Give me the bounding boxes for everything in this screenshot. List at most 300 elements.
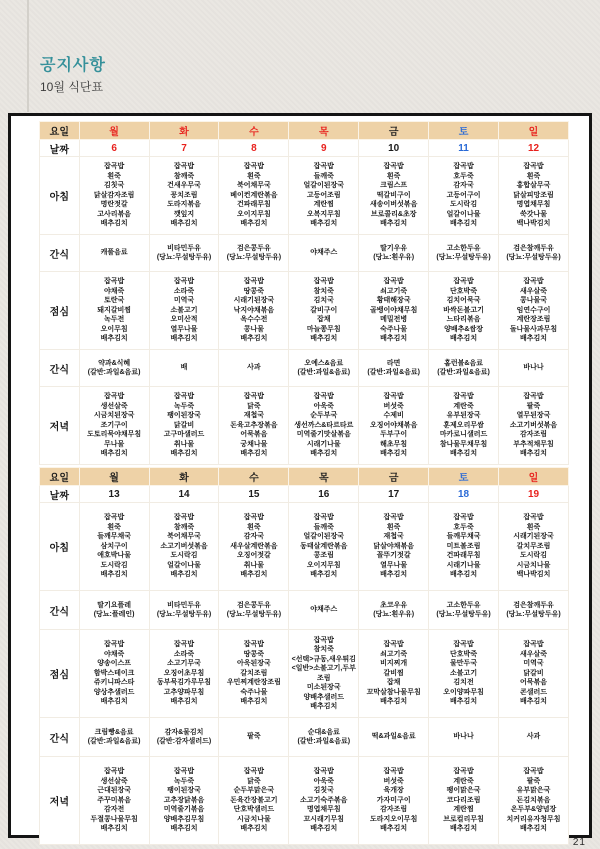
menu-item: 팥죽 xyxy=(247,733,261,741)
menu-cell xyxy=(149,718,219,757)
menu-item: 야채죽 xyxy=(103,650,125,658)
menu-item: 잡곡밥 xyxy=(523,514,544,522)
menu-cell xyxy=(79,157,149,235)
menu-item: (갈반:과일&음료) xyxy=(437,369,490,376)
day-name: 목 xyxy=(289,122,359,140)
date-value: 10 xyxy=(359,140,429,157)
menu-cell xyxy=(79,272,149,350)
menu-item: 배추김치 xyxy=(380,220,408,228)
meal-tables-container xyxy=(39,121,569,845)
menu-item: 부추적채무침 xyxy=(513,440,554,448)
day-name: 금 xyxy=(359,468,429,486)
menu-item: 얼갈이나물 xyxy=(446,210,481,218)
menu-item: 조림 xyxy=(317,674,331,682)
menu-item: 흰죽 xyxy=(107,523,121,531)
menu-item: 닭갈비 xyxy=(523,669,544,677)
menu-item: 계란죽 xyxy=(453,777,474,785)
day-header-row xyxy=(40,468,569,486)
menu-item: 아욱죽 xyxy=(313,777,334,785)
menu-cell xyxy=(359,630,429,718)
day-name: 목 xyxy=(289,468,359,486)
date-value: 19 xyxy=(499,486,569,503)
menu-cell xyxy=(429,718,499,757)
menu-item: 호두죽 xyxy=(453,172,474,180)
menu-item: 유부된장국 xyxy=(446,412,481,420)
menu-item: (당뇨:플레인) xyxy=(93,611,135,618)
date-value: 12 xyxy=(499,140,569,157)
menu-item: 재첩국 xyxy=(383,533,404,541)
menu-cell xyxy=(289,757,359,845)
menu-item: 배추김치 xyxy=(519,335,548,343)
menu-item: 녹두죽 xyxy=(173,777,195,785)
menu-item: 오이지무침 xyxy=(306,561,341,569)
menu-cell xyxy=(149,157,219,235)
menu-cell xyxy=(79,350,149,387)
menu-item: 홍합살무국 xyxy=(516,182,551,190)
menu-cell xyxy=(79,630,149,718)
menu-cell xyxy=(79,591,149,630)
menu-cell xyxy=(219,387,289,465)
menu-item: 녹두죽 xyxy=(173,402,195,410)
menu-item: 배추김치 xyxy=(170,220,198,228)
menu-item: 돈육고추장볶음 xyxy=(230,421,278,429)
date-value: 15 xyxy=(219,486,289,503)
menu-item: 양배추&쌈장 xyxy=(444,325,483,333)
menu-item: 참나물무채무침 xyxy=(439,440,488,448)
menu-item: 잡곡밥 xyxy=(523,641,544,649)
menu-item: 잡곡밥 xyxy=(383,768,404,776)
left-margin-rule xyxy=(27,0,29,112)
menu-item: 팥죽 xyxy=(526,402,541,410)
menu-item: 호두죽 xyxy=(453,523,474,531)
menu-item: 오징어젓갈 xyxy=(236,552,271,560)
day-name: 수 xyxy=(219,122,289,140)
menu-cell xyxy=(149,235,219,272)
menu-item: 근대된장국 xyxy=(97,787,132,795)
menu-item: 잡곡밥 xyxy=(103,768,125,776)
menu-item: 두부구이 xyxy=(380,431,408,439)
menu-item: 궁채나물 xyxy=(240,440,268,448)
menu-item: 흰죽 xyxy=(386,523,401,531)
menu-item: 시래기된장국 xyxy=(233,297,275,305)
menu-item: 시금치된장국 xyxy=(93,412,135,420)
menu-item: 떡&과일&음료 xyxy=(371,733,416,741)
menu-item: 새우살죽 xyxy=(519,287,548,295)
menu-item: 흰죽 xyxy=(386,172,401,180)
menu-cell xyxy=(359,503,429,591)
menu-item: 해초무침 xyxy=(380,440,408,448)
menu-item: 재첩국 xyxy=(243,412,265,420)
menu-item: 단호박죽 xyxy=(450,650,478,658)
day-col-label: 요일 xyxy=(40,122,80,140)
menu-item: 검은참깨두유 xyxy=(513,601,554,609)
menu-item: 미역줄기볶음 xyxy=(163,806,205,814)
menu-item: 돼지갈비찜 xyxy=(97,306,132,314)
menu-item: 배추김치 xyxy=(450,825,478,833)
day-name: 일 xyxy=(499,468,569,486)
menu-item: 검은참깨두유 xyxy=(513,244,554,252)
menu-item: 단호박샐러드 xyxy=(233,806,275,814)
menu-item: 함박스테이크 xyxy=(93,669,135,677)
menu-item: 갈비찜 xyxy=(383,669,404,677)
menu-item: 깻잎지 xyxy=(173,210,195,218)
menu-item: 순두부맑은국 xyxy=(233,787,275,795)
date-value: 16 xyxy=(289,486,359,503)
menu-item: 가자미구이 xyxy=(376,796,411,804)
menu-item: 훈제오리무쌈 xyxy=(443,421,484,429)
menu-cell xyxy=(359,757,429,845)
menu-item: 토란국 xyxy=(103,297,125,305)
menu-item: (당뇨:흰우유) xyxy=(373,611,415,618)
menu-item: 새우살계란볶음 xyxy=(230,542,278,550)
menu-item: 배추김치 xyxy=(100,450,128,458)
menu-item: 검은콩두유 xyxy=(236,601,271,609)
menu-item: 배추김치 xyxy=(170,825,198,833)
menu-item: 배추김치 xyxy=(450,450,478,458)
menu-item: 배추김치 xyxy=(450,335,478,343)
menu-item: 고구마샐러드 xyxy=(163,431,205,439)
menu-item: 배추김치 xyxy=(100,335,128,343)
menu-item: 콩나물 xyxy=(243,325,265,333)
menu-item: 배추김치 xyxy=(380,825,408,833)
menu-cell xyxy=(219,718,289,757)
menu-item: 도라지오이무침 xyxy=(370,815,418,823)
menu-item: 순두부국 xyxy=(310,412,338,420)
menu-item: 잡곡밥 xyxy=(523,163,544,171)
menu-item: 미소된장국 xyxy=(306,684,341,691)
menu-item: 잡곡밥 xyxy=(243,768,265,776)
menu-item: 땅콩죽 xyxy=(243,650,265,658)
menu-item: 미역국 xyxy=(173,297,195,305)
menu-cell xyxy=(149,272,219,350)
menu-item: 배추김치 xyxy=(240,698,268,706)
menu-item: 배추김치 xyxy=(100,698,128,706)
menu-item: 어묵볶음 xyxy=(240,431,268,439)
menu-cell xyxy=(289,503,359,591)
date-value: 7 xyxy=(149,140,219,157)
menu-item: 갈치조림 xyxy=(240,669,268,677)
menu-item: 배추김치 xyxy=(380,698,408,706)
menu-item: 비타민두유 xyxy=(167,601,201,609)
menu-item: 돈김치볶음 xyxy=(516,796,551,804)
menu-item: 배추김치 xyxy=(310,335,338,343)
menu-item: 오예스&음료 xyxy=(304,359,344,367)
menu-item: 닭죽 xyxy=(247,402,261,410)
menu-item: 쇠고기죽 xyxy=(380,287,408,295)
menu-cell xyxy=(499,350,569,387)
date-value: 18 xyxy=(429,486,499,503)
menu-item: 시래기된장국 xyxy=(513,533,554,541)
menu-item: 우민찌계란장조림 xyxy=(226,679,281,687)
menu-item: 콩조림 xyxy=(313,552,334,560)
menu-item: 잡곡밥 xyxy=(313,278,334,286)
menu-cell xyxy=(149,387,219,465)
menu-item: 동태살계란볶음 xyxy=(300,542,348,550)
menu-item: 조기구이 xyxy=(100,421,128,429)
menu-item: 양배추김무침 xyxy=(163,815,205,823)
menu-item: 꼬시래기무침 xyxy=(303,815,345,823)
menu-cell xyxy=(429,272,499,350)
row-label: 아침 xyxy=(40,503,80,591)
menu-item: 떡갈비구이 xyxy=(376,191,411,199)
menu-item: 고추양파무침 xyxy=(163,688,205,696)
menu-cell xyxy=(429,757,499,845)
menu-item: 배추김치 xyxy=(310,450,338,458)
menu-item: 들깨죽 xyxy=(313,172,334,180)
meal-row-간식 xyxy=(40,235,569,272)
menu-item: 잡곡밥 xyxy=(173,514,195,522)
meal-row-아침 xyxy=(40,157,569,235)
menu-item: 잡곡밥 xyxy=(383,393,404,401)
menu-item: 배추김치 xyxy=(240,571,268,579)
meal-row-아침 xyxy=(40,503,569,591)
menu-item: 마늘쫑무침 xyxy=(306,325,341,333)
menu-item: (당뇨:무설탕두유) xyxy=(226,254,282,261)
menu-item: 잡곡밥 xyxy=(453,514,474,522)
menu-item: 소불고기 xyxy=(450,669,478,677)
menu-item: 열무된장국 xyxy=(516,412,551,420)
menu-item: 배추김치 xyxy=(240,450,268,458)
menu-cell xyxy=(149,503,219,591)
menu-item: 양상추샐러드 xyxy=(93,688,135,696)
menu-item: 쇠고기죽 xyxy=(380,650,408,658)
menu-item: 옥수수전 xyxy=(240,316,268,324)
menu-item: 잡곡밥 xyxy=(313,636,334,644)
menu-item: 배추김치 xyxy=(380,335,408,343)
menu-item: 애호박나물 xyxy=(97,552,132,560)
menu-cell xyxy=(289,235,359,272)
menu-item: 김치전 xyxy=(453,679,474,687)
menu-item: 야채주스 xyxy=(310,606,338,614)
menu-item: 배추김치 xyxy=(450,571,478,579)
menu-item: 배추김치 xyxy=(100,220,128,228)
menu-item: 잡채 xyxy=(317,316,331,324)
menu-item: 북어채무국 xyxy=(236,182,271,190)
menu-item: 시금치나물 xyxy=(236,815,271,823)
menu-item: 흰죽 xyxy=(526,172,541,180)
menu-item: 숙주나물 xyxy=(240,688,268,696)
day-name: 화 xyxy=(149,468,219,486)
menu-item: 흰죽 xyxy=(247,172,261,180)
menu-item: 흰죽 xyxy=(526,523,541,531)
day-name: 토 xyxy=(429,122,499,140)
menu-item: (당뇨:흰우유) xyxy=(373,254,415,261)
menu-item: 코다리조림 xyxy=(446,796,481,804)
menu-item: 참치죽 xyxy=(313,646,334,653)
row-label: 간식 xyxy=(40,350,80,387)
menu-item: (갈반:과일&음료) xyxy=(367,369,420,376)
menu-item: 감자국 xyxy=(453,182,474,190)
menu-item: 배추김치 xyxy=(170,698,198,706)
menu-item: 팽이된장국 xyxy=(167,787,201,795)
menu-item: 닭살야채볶음 xyxy=(373,542,414,550)
menu-cell xyxy=(289,718,359,757)
row-label: 저녁 xyxy=(40,387,80,465)
menu-item: 새우살죽 xyxy=(519,650,548,658)
menu-item: 쥬키니파스타 xyxy=(93,679,135,687)
menu-cell xyxy=(429,630,499,718)
date-value: 13 xyxy=(79,486,149,503)
menu-item: 배추김치 xyxy=(170,450,198,458)
menu-cell xyxy=(359,591,429,630)
menu-item: 잡곡밥 xyxy=(243,393,265,401)
menu-item: 브로콜리&초장 xyxy=(370,210,417,218)
menu-item: 소불고기 xyxy=(170,306,198,314)
day-name: 금 xyxy=(359,122,429,140)
menu-item: 잡곡밥 xyxy=(173,393,195,401)
row-label: 저녁 xyxy=(40,757,80,845)
row-label: 간식 xyxy=(40,235,80,272)
menu-item: (갈반:과일&음료) xyxy=(87,738,141,745)
menu-item: 잡곡밥 xyxy=(453,278,474,286)
meal-plan-sheet xyxy=(8,113,592,838)
menu-item: 배추김치 xyxy=(519,825,548,833)
menu-cell xyxy=(289,630,359,718)
menu-item: 소고기버섯볶음 xyxy=(160,542,208,550)
menu-item: 잡곡밥 xyxy=(453,163,474,171)
date-value: 17 xyxy=(359,486,429,503)
date-value: 11 xyxy=(429,140,499,157)
menu-cell xyxy=(219,350,289,387)
menu-item: 비지찌개 xyxy=(380,660,408,668)
menu-item: 순대&음료 xyxy=(307,728,340,736)
meal-row-저녁 xyxy=(40,387,569,465)
menu-cell xyxy=(499,718,569,757)
menu-item: 삼치구이 xyxy=(100,542,128,550)
menu-item: 동부묵김가루무침 xyxy=(156,679,212,687)
day-name: 월 xyxy=(79,122,149,140)
menu-item: 배추김치 xyxy=(310,703,338,710)
menu-cell xyxy=(359,157,429,235)
menu-item: 배추김치 xyxy=(519,450,548,458)
menu-item: 버섯죽 xyxy=(383,402,404,410)
menu-item: 잡곡밥 xyxy=(173,641,195,649)
menu-item: 잡곡밥 xyxy=(103,278,125,286)
menu-item: 잡곡밥 xyxy=(453,641,474,649)
menu-item: 버섯죽 xyxy=(383,777,404,785)
menu-item: 잡곡밥 xyxy=(313,163,334,171)
menu-cell xyxy=(429,503,499,591)
menu-item: 크림스프 xyxy=(380,182,408,190)
meal-table-week-1 xyxy=(39,121,569,465)
day-name: 일 xyxy=(499,122,569,140)
menu-item: 고사리볶음 xyxy=(97,210,132,218)
menu-cell xyxy=(359,718,429,757)
menu-item: 배추김치 xyxy=(240,220,268,228)
menu-item: 고소한두유 xyxy=(446,601,481,609)
menu-cell xyxy=(429,387,499,465)
menu-item: 잡곡밥 xyxy=(243,641,265,649)
menu-cell xyxy=(149,757,219,845)
menu-item: 도시락김 xyxy=(170,552,198,560)
menu-item: 잡곡밥 xyxy=(103,514,125,522)
menu-item: 두절콩나물무침 xyxy=(90,815,138,823)
menu-item: 수제비 xyxy=(383,412,404,420)
menu-item: 오이지무침 xyxy=(236,210,271,218)
meal-row-점심 xyxy=(40,272,569,350)
row-label: 아침 xyxy=(40,157,80,235)
menu-item: (당뇨:무설탕두유) xyxy=(436,254,491,261)
menu-item: 배추김치 xyxy=(170,571,198,579)
menu-item: 배추김치 xyxy=(100,571,128,579)
menu-item: 소고기버섯볶음 xyxy=(509,421,558,429)
menu-item: 열무나물 xyxy=(380,561,408,569)
menu-cell xyxy=(289,157,359,235)
menu-item: 어묵볶음 xyxy=(519,679,548,687)
menu-cell xyxy=(289,591,359,630)
menu-item: 명엽채무침 xyxy=(516,201,551,209)
menu-item: 미역국 xyxy=(523,660,544,668)
menu-item: 참깨죽 xyxy=(173,523,195,531)
meal-row-간식 xyxy=(40,718,569,757)
row-label: 간식 xyxy=(40,591,80,630)
menu-item: 얼갈이나물 xyxy=(167,561,201,569)
menu-item: (갈반:과일&음료) xyxy=(297,369,351,376)
menu-item: 생선까스&타르타르 xyxy=(294,421,354,429)
menu-item: 오징어초무침 xyxy=(163,669,205,677)
menu-item: 잡곡밥 xyxy=(383,163,404,171)
day-header-row xyxy=(40,122,569,140)
menu-item: 배추김치 xyxy=(450,698,478,706)
menu-item: 생선살죽 xyxy=(100,402,128,410)
menu-item: 꼬막살참나물무침 xyxy=(366,688,421,696)
menu-cell xyxy=(289,272,359,350)
meal-row-저녁 xyxy=(40,757,569,845)
menu-item: 콩나물국 xyxy=(519,297,548,305)
menu-cell xyxy=(499,157,569,235)
menu-item: 감자국 xyxy=(243,533,265,541)
menu-item: 계란죽 xyxy=(453,402,474,410)
menu-item: 캐풀음료 xyxy=(100,249,128,257)
menu-item: 잡곡밥 xyxy=(103,163,125,171)
menu-item: 생선살죽 xyxy=(100,777,128,785)
menu-item: 크림빵&음료 xyxy=(94,728,134,736)
menu-item: 김칫국 xyxy=(103,182,125,190)
menu-item: 임연수구이 xyxy=(516,306,551,314)
menu-item: 야채죽 xyxy=(103,287,125,295)
menu-item: 잡곡밥 xyxy=(243,514,265,522)
menu-item: 녹두전 xyxy=(103,316,125,324)
menu-item: 건새우무국 xyxy=(167,182,201,190)
menu-item: 잡곡밥 xyxy=(173,768,195,776)
menu-item: (갈반:과일&음료) xyxy=(297,738,351,745)
menu-item: 배추김치 xyxy=(240,335,268,343)
date-value: 9 xyxy=(289,140,359,157)
menu-cell xyxy=(219,757,289,845)
menu-item: 고등어구이 xyxy=(446,191,481,199)
menu-item: 백나박김치 xyxy=(516,220,551,228)
menu-item: 낙지야채볶음 xyxy=(233,306,275,314)
date-col-label: 날짜 xyxy=(40,140,80,157)
menu-item: 고등어조림 xyxy=(306,191,341,199)
row-label: 간식 xyxy=(40,718,80,757)
menu-item: (당뇨:무설탕두유) xyxy=(226,611,282,618)
page-subtitle: 10월 식단표 xyxy=(40,80,104,94)
menu-cell xyxy=(499,757,569,845)
menu-item: 사과 xyxy=(247,364,261,372)
menu-cell xyxy=(499,630,569,718)
menu-cell xyxy=(359,235,429,272)
menu-item: 바나나 xyxy=(523,364,544,372)
menu-item: 도토리묵야채무침 xyxy=(87,431,142,439)
menu-item: 미트볼조림 xyxy=(446,542,481,550)
menu-item: 육개장 xyxy=(383,787,404,795)
menu-item: 약과&식혜 xyxy=(98,359,131,367)
menu-item: 팽이된장국 xyxy=(167,412,201,420)
menu-item: 미역줄기맛살볶음 xyxy=(296,431,351,439)
menu-item: 백나박김치 xyxy=(516,571,551,579)
meal-row-간식 xyxy=(40,591,569,630)
